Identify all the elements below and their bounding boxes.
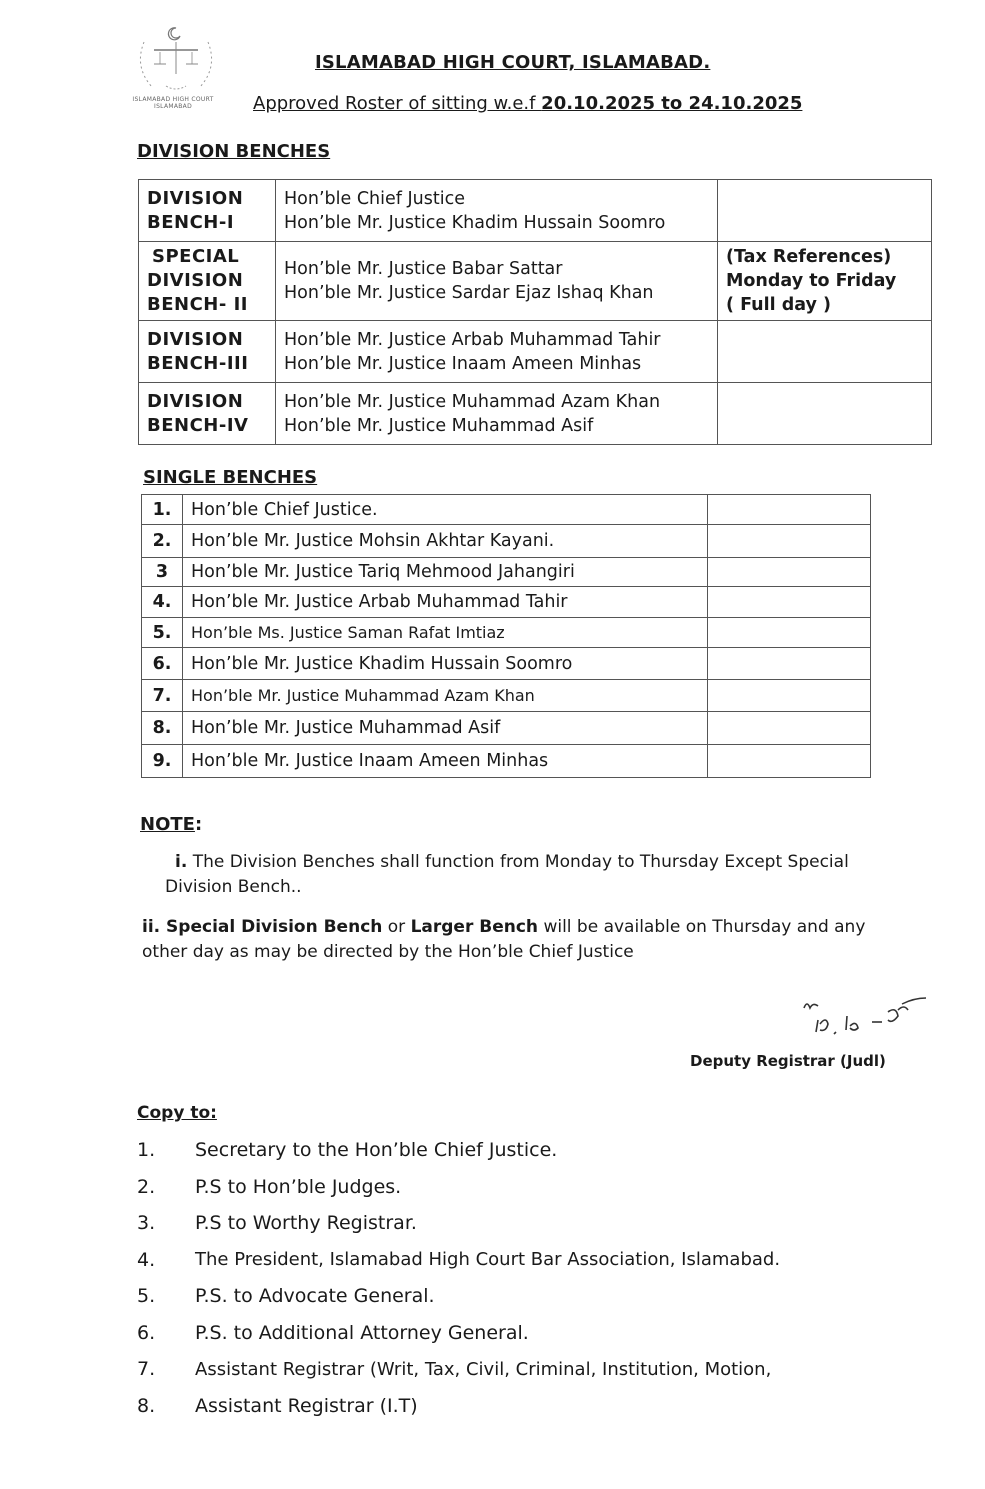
- single-bench-row: [142, 712, 871, 745]
- subtitle-prefix: Approved Roster of sitting w.e.f: [253, 93, 542, 114]
- logo-caption-line2: ISLAMABAD: [154, 103, 192, 110]
- note-heading: [140, 814, 202, 835]
- single-bench-row: [142, 495, 871, 525]
- judge-name: Hon’ble Mr. Justice Sardar Ejaz Ishaq Khan: [284, 283, 654, 303]
- single-bench-row: [142, 525, 871, 558]
- row-number: 2.: [142, 525, 183, 558]
- bench-judges: [276, 242, 718, 321]
- judge-name: Hon’ble Mr. Justice Babar Sattar: [284, 259, 563, 279]
- division-bench-row: [139, 242, 932, 321]
- judge-name: Hon’ble Mr. Justice Arbab Muhammad Tahir: [284, 329, 661, 350]
- court-logo: [118, 22, 228, 114]
- single-benches-table: [141, 494, 871, 778]
- remarks-line: ( Full day ): [726, 295, 832, 315]
- bench-label-line: SPECIAL: [152, 246, 240, 267]
- copy-to-item: [137, 1388, 857, 1425]
- bench-judges: [276, 321, 718, 383]
- single-bench-row: [142, 648, 871, 680]
- roster-dates: 20.10.2025 to 24.10.2025: [541, 93, 803, 114]
- handwritten-signature: [790, 990, 950, 1050]
- item-number: 4.: [137, 1248, 156, 1271]
- item-text: The President, Islamabad High Court Bar Association, Islamabad.: [195, 1249, 781, 1271]
- bench-label-line: BENCH- II: [147, 294, 248, 315]
- note-item-text: Division Bench..: [165, 877, 302, 897]
- division-bench-row: [139, 321, 932, 383]
- note-item-1: [165, 850, 925, 900]
- note-item-text: The Division Benches shall function from Monday to Thursday Except Special: [187, 852, 849, 872]
- copy-to-item: [137, 1242, 857, 1279]
- judge-name: Hon’ble Mr. Justice Mohsin Akhtar Kayani.: [183, 525, 708, 558]
- division-bench-row: [139, 180, 932, 242]
- row-remarks: [708, 495, 871, 525]
- judge-name: Hon’ble Chief Justice.: [183, 495, 708, 525]
- note-item-2: [142, 915, 932, 965]
- single-bench-row: [142, 618, 871, 648]
- row-remarks: [708, 745, 871, 778]
- item-number: 2.: [137, 1175, 156, 1198]
- row-number: 8.: [142, 712, 183, 745]
- row-number: 7.: [142, 680, 183, 712]
- single-bench-row: [142, 745, 871, 778]
- item-number: 7.: [137, 1358, 156, 1381]
- row-remarks: [708, 648, 871, 680]
- judge-name: Hon’ble Mr. Justice Muhammad Asif: [183, 712, 708, 745]
- document-title: ISLAMABAD HIGH COURT, ISLAMABAD.: [315, 52, 711, 73]
- note-item-number: ii.: [142, 917, 161, 937]
- row-number: 6.: [142, 648, 183, 680]
- item-number: 1.: [137, 1139, 156, 1162]
- bench-remarks: [718, 242, 932, 321]
- copy-to-item: [137, 1351, 857, 1388]
- bench-label: [139, 383, 276, 445]
- item-text: P.S to Hon’ble Judges.: [195, 1175, 402, 1198]
- remarks-line: Monday to Friday: [726, 271, 897, 291]
- division-benches-table: [138, 179, 932, 445]
- bench-label: [139, 180, 276, 242]
- judge-name: Hon’ble Mr. Justice Muhammad Asif: [284, 415, 594, 436]
- item-number: 6.: [137, 1321, 156, 1344]
- copy-to-item: [137, 1169, 857, 1206]
- item-number: 8.: [137, 1394, 156, 1417]
- row-remarks: [708, 587, 871, 618]
- copy-to-item: [137, 1315, 857, 1352]
- bench-label-line: BENCH-I: [147, 211, 235, 233]
- note-heading-text: NOTE: [140, 814, 195, 835]
- division-benches-heading: DIVISION BENCHES: [137, 141, 331, 162]
- item-text: P.S. to Advocate General.: [195, 1285, 435, 1308]
- bench-label-line: DIVISION: [147, 270, 244, 291]
- row-number: 5.: [142, 618, 183, 648]
- judge-name: Hon’ble Mr. Justice Muhammad Azam Khan: [284, 391, 661, 412]
- judge-name: Hon’ble Chief Justice: [284, 188, 465, 209]
- logo-caption-line1: ISLAMABAD HIGH COURT: [132, 96, 214, 103]
- copy-to-heading: Copy to:: [137, 1103, 217, 1123]
- judge-name: Hon’ble Mr. Justice Khadim Hussain Soomro: [183, 648, 708, 680]
- item-number: 5.: [137, 1285, 156, 1308]
- remarks-line: (Tax References): [726, 247, 892, 267]
- deputy-registrar-signature: Deputy Registrar (Judl): [690, 1052, 886, 1070]
- judge-name: Hon’ble Mr. Justice Arbab Muhammad Tahir: [183, 587, 708, 618]
- row-number: 4.: [142, 587, 183, 618]
- judge-name: Hon’ble Ms. Justice Saman Rafat Imtiaz: [183, 618, 708, 648]
- item-text: Assistant Registrar (I.T): [195, 1394, 418, 1417]
- note-colon: :: [194, 814, 203, 835]
- judge-name: Hon’ble Mr. Justice Inaam Ameen Minhas: [183, 745, 708, 778]
- bench-label: [139, 242, 276, 321]
- single-bench-row: [142, 680, 871, 712]
- bench-label-line: DIVISION: [147, 187, 244, 209]
- row-number: 1.: [142, 495, 183, 525]
- note-bold-text: Special Division Bench: [160, 917, 383, 937]
- judge-name: Hon’ble Mr. Justice Inaam Ameen Minhas: [284, 353, 642, 374]
- row-remarks: [708, 558, 871, 587]
- single-benches-heading: SINGLE BENCHES: [143, 467, 318, 488]
- bench-label-line: BENCH-III: [147, 352, 249, 374]
- roster-subtitle: [253, 93, 802, 114]
- note-item-number: i.: [175, 852, 188, 872]
- copy-to-item: [137, 1205, 857, 1242]
- note-item-text: will be available on Thursday and any: [538, 917, 866, 937]
- bench-remarks: [718, 321, 932, 383]
- judge-name: Hon’ble Mr. Justice Muhammad Azam Khan: [183, 680, 708, 712]
- judge-name: Hon’ble Mr. Justice Khadim Hussain Soomro: [284, 212, 666, 233]
- copy-to-list: [137, 1132, 857, 1424]
- row-number: 3: [142, 558, 183, 587]
- copy-to-item: [137, 1132, 857, 1169]
- row-remarks: [708, 712, 871, 745]
- note-bold-text: Larger Bench: [410, 917, 539, 937]
- copy-to-item: [137, 1278, 857, 1315]
- row-remarks: [708, 680, 871, 712]
- note-item-text: or: [382, 917, 411, 937]
- bench-label-line: BENCH-IV: [147, 414, 249, 436]
- division-bench-row: [139, 383, 932, 445]
- scales-of-justice-icon: [118, 22, 228, 96]
- bench-judges: [276, 383, 718, 445]
- bench-remarks: [718, 180, 932, 242]
- bench-judges: [276, 180, 718, 242]
- item-text: P.S to Worthy Registrar.: [195, 1212, 417, 1235]
- row-remarks: [708, 525, 871, 558]
- item-text: Assistant Registrar (Writ, Tax, Civil, Criminal, Institution, Motion,: [195, 1358, 772, 1380]
- item-text: Secretary to the Hon’ble Chief Justice.: [195, 1139, 558, 1162]
- bench-label-line: DIVISION: [147, 328, 244, 350]
- bench-label-line: DIVISION: [147, 390, 244, 412]
- judge-name: Hon’ble Mr. Justice Tariq Mehmood Jahangiri: [183, 558, 708, 587]
- bench-label: [139, 321, 276, 383]
- note-item-text: other day as may be directed by the Hon’ble Chief Justice: [142, 942, 634, 962]
- item-number: 3.: [137, 1212, 156, 1235]
- row-remarks: [708, 618, 871, 648]
- single-bench-row: [142, 558, 871, 587]
- single-bench-row: [142, 587, 871, 618]
- bench-remarks: [718, 383, 932, 445]
- row-number: 9.: [142, 745, 183, 778]
- item-text: P.S. to Additional Attorney General.: [195, 1321, 529, 1344]
